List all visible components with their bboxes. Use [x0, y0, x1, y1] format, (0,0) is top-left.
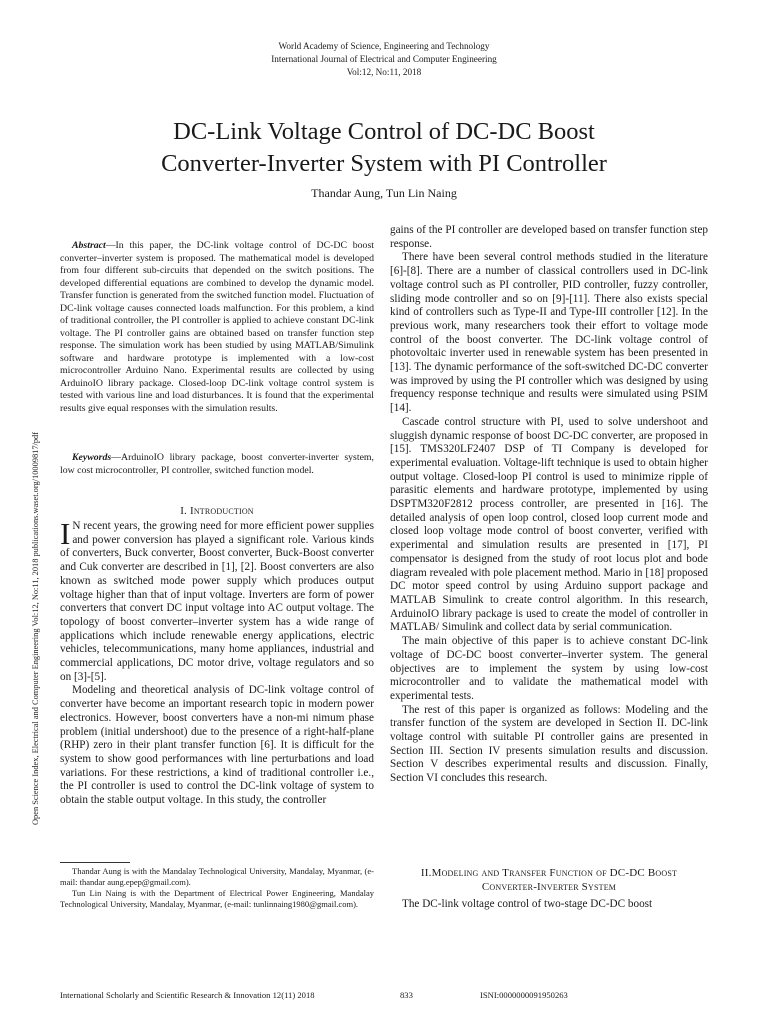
journal-name: International Journal of Electrical and Computer Engineering — [271, 54, 497, 64]
side-margin-citation: Open Science Index, Electrical and Computer Engineering Vol:12, No:11, 2018 publications.waset.org/10009817/pdf — [31, 431, 40, 825]
abstract — [60, 240, 374, 415]
section-title: Introduction — [189, 505, 254, 517]
right-paragraph-2: Cascade control structure with PI, used to solve undershoot and sluggish dynamic response of boost DC-DC converter, are proposed in [15]. TMS320LF2407 DSP of TI Company is developed for experimental evaluation. Voltage-lift technique is used to obtain higher output voltage. Closed-loop PI control is used to minimize ripple of parasitic elements and hardware prototype, implemented by using DSPTM320F2812 process controller, are presented in [16]. The detailed analysis of open loop control, closed loop current mode and closed loop voltage mode control of boost converter, verified with experimental and simulation results are presented in [17], PI compensator is designed from the study of root locus plot and bode diagram revealed with pole placement method. Mario in [18] proposed DC motor speed control by using Arduino support package and MATLAB Simulink to create control algorithm. In this research, ArduinoIO library package is used to create the model of controller in MATLAB/ Simulink and collect data by serial communication. — [390, 415, 708, 634]
drop-cap: I — [60, 516, 71, 551]
journal-volume: Vol:12, No:11, 2018 — [346, 67, 422, 77]
abstract-lead: Abstract — [72, 240, 106, 251]
right-column-body — [390, 224, 708, 786]
paper-authors: Thandar Aung, Tun Lin Naing — [311, 186, 457, 200]
footer-publisher: International Scholarly and Scientific Research & Innovation 12(11) 2018 — [60, 990, 315, 1000]
keywords-text: —ArduinoIO library package, boost converter-inverter system, low cost microcontroller, PI controller, switched function model. — [60, 452, 374, 476]
section2-heading-line-2: Converter-Inverter System — [481, 881, 617, 893]
right-paragraph-4: The rest of this paper is organized as follows: Modeling and the transfer function of the system are developed in Section II. DC-link voltage control with suitable PI controller gains are presented in Section III. Section IV presents simulation results and discussion. Section V describes experimental results and discussion. Finally, Section VI concludes this research. — [390, 703, 708, 785]
section-number: I. — [180, 505, 190, 517]
page-footer — [60, 990, 708, 1000]
journal-publisher: World Academy of Science, Engineering and Technology — [278, 41, 490, 51]
introduction-body — [60, 516, 374, 808]
intro-paragraph-1 — [60, 516, 374, 684]
paper-title-line-1: DC-Link Voltage Control of DC-DC Boost — [173, 118, 595, 145]
right-paragraph-1: There have been several control methods studied in the literature [6]-[8]. There are a number of classical controllers used in DC-link voltage control such as PI controller, PID controller, fuzzy controller, sliding mode controller and so on [9]-[11]. There also exists special kind of controllers such as Type-II and Type-III controller [12]. In the previous work, many researchers took their effort to voltage mode control of the boost converter. The DC-link voltage control of photovoltaic inverter used in renewable system has been presented in [13]. The dynamic performance of the soft-switched DC-DC converter was improved by using the PI controller which was designed by using frequency response technique and results were simulated using PSIM [14]. — [390, 251, 708, 415]
section2-heading-line-1: II.Modeling and Transfer Function of DC-DC Boost — [420, 867, 678, 879]
footnote-rule — [60, 862, 130, 863]
section-heading-introduction — [60, 505, 374, 517]
page-number: 833 — [400, 990, 413, 1000]
footnote-author-2: Tun Lin Naing is with the Department of Electrical Power Engineering, Mandalay Technological University, Mandalay, Myanmar, (e-mail: tunlinnaing1980@gmail.com). — [60, 888, 374, 909]
right-paragraph-0: gains of the PI controller are developed based on transfer function step response. — [390, 224, 708, 250]
section2-paragraph-1: The DC-link voltage control of two-stage DC-DC boost — [402, 898, 653, 910]
paper-title-line-2: Converter-Inverter System with PI Controller — [161, 150, 607, 177]
keywords — [60, 452, 374, 477]
abstract-text: —In this paper, the DC-link voltage control of DC-DC boost converter–inverter system is proposed. The mathematical model is developed from four different sub-circuits that depended on the switch positions. The developed differential equations are combined to develop the dynamic model. Transfer function is generated from the switched function model. Fluctuation of DC-link voltage causes connected loads malfunction. For this problem, a kind of traditional controller, the PI controller is applied to achieve constant DC-link voltage. The PI controller gains are obtained based on transfer function step response. The simulation work has been studied by using MATLAB/Simulink software and hardware prototype is implemented with a low-cost microcontroller Arduino Nano. Experimental results are collected by using ArduinoIO library package. Closed-loop DC-link voltage control system is tested with various line and load disturbances. It is found that the experimental results give equal responses with the simulation results. — [60, 240, 374, 414]
footer-isni: ISNI:0000000091950263 — [480, 990, 568, 1000]
footnotes — [60, 866, 374, 910]
paper-title — [40, 116, 728, 180]
keywords-lead: Keywords — [72, 452, 112, 463]
right-paragraph-3: The main objective of this paper is to achieve constant DC-link voltage of DC-DC boost converter–inverter system. The general objectives are to implement the system by using low-cost microcontroller and to validate the mathematical model with experimental tests. — [390, 635, 708, 702]
section-heading-modeling — [390, 866, 708, 894]
footnote-author-1: Thandar Aung is with the Mandalay Technological University, Mandalay, Myanmar, (e-mail: thandar aung.epep@gmail.com). — [60, 866, 374, 887]
intro-paragraph-1-text: N recent years, the growing need for more efficient power supplies and power conversion has played a significant role. Various kinds of converters, Buck converter, Boost converter, Buck-Boost converter and Cuk converter are described in [1], [2]. Boost converters are also known as switched mode power supply which produces output voltage higher than that of input voltage. Inverters are form of power converters that convert DC input voltage into AC output voltage. The topology of boost converter–inverter system has a wide range of applications which include renewable energy applications, electric vehicles, telecommunications, many home appliances, industrial and commercial applications, DC motor drive, voltage regulators and so on [3]-[5]. — [60, 520, 374, 683]
journal-header — [0, 40, 768, 79]
intro-paragraph-2: Modeling and theoretical analysis of DC-link voltage control of converter have become an important research topic in modern power electronics. However, boost converters have a non-mi nimum phase problem (initial undershoot) due to the presence of a right-half-plane (RHP) zero in their plant transfer function [6]. It is difficult for the system to show good performances with line perturbations and load variations. For these restrictions, a kind of traditional controller i.e., the PI controller is used to control the DC-link voltage of system to obtain the stable output voltage. In this study, the controller — [60, 684, 374, 807]
